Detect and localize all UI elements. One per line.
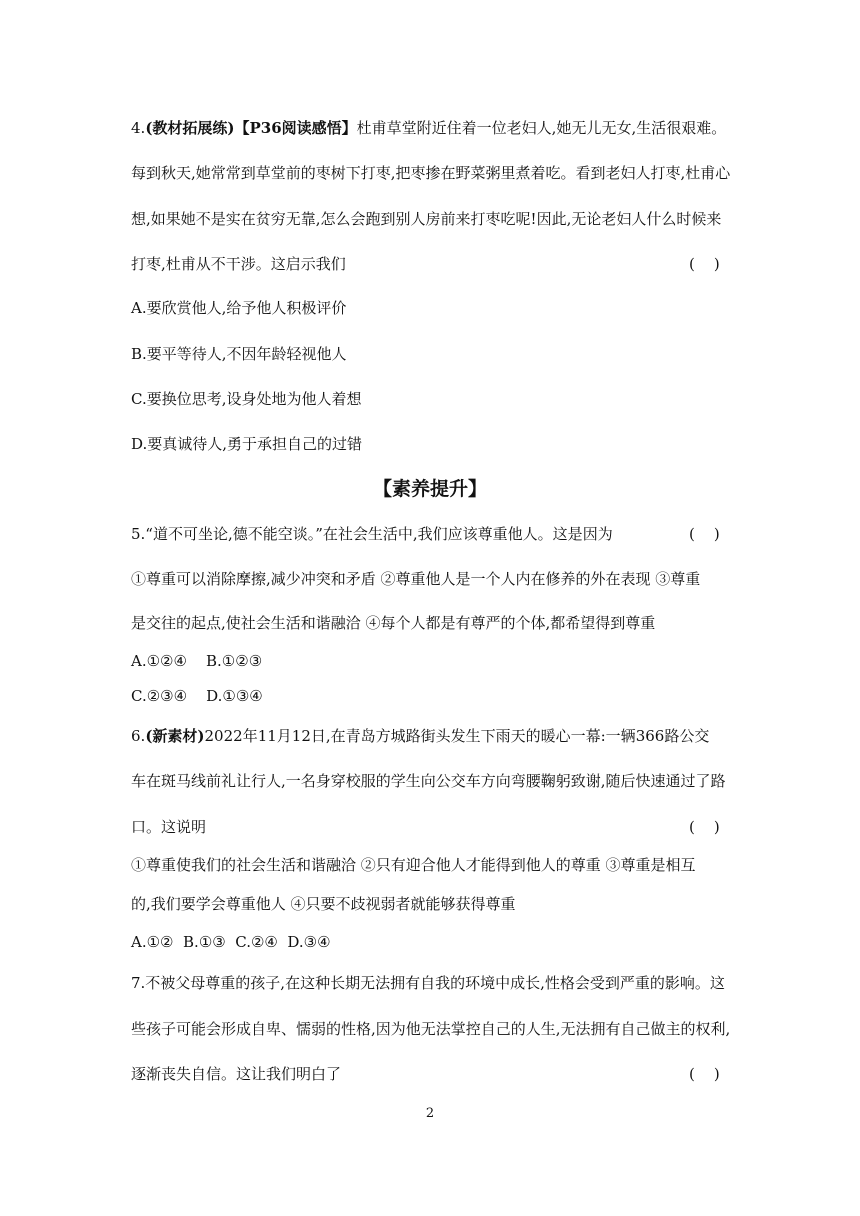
q6-tag-new-material: (新素材) [145, 727, 205, 745]
q4-line-3: 想,如果她不是实在贫穷无靠,怎么会跑到别人房前来打枣吃呢!因此,无论老妇人什么时候来 [131, 210, 722, 228]
q6-line-1 [131, 726, 709, 746]
page-number: 2 [425, 1106, 435, 1121]
q7-line-2: 些孩子可能会形成自卑、懦弱的性格,因为他无法掌控自己的人生,无法拥有自己做主的权利, [131, 1020, 731, 1038]
q4-line-4: 打枣,杜甫从不干涉。这启示我们 [131, 255, 346, 273]
section-heading: 【素养提升】 [372, 478, 487, 500]
q4-stem-start: 杜甫草堂附近住着一位老妇人,她无儿无女,生活很艰难。 [356, 119, 727, 137]
q4-number: 4. [131, 119, 146, 137]
q6-stem-start: 2022年11月12日,在青岛方城路街头发生下雨天的暖心一幕:一辆366路公交 [204, 727, 710, 745]
q5-answer-blank: ( ) [689, 525, 720, 543]
q5-statements-line-1: ①尊重可以消除摩擦,减少冲突和矛盾 ②尊重他人是一个人内在修养的外在表现 ③尊重 [131, 570, 701, 588]
q4-tag-reading: 【P36阅读感悟】 [234, 119, 357, 137]
q6-number: 6. [131, 727, 146, 745]
q5-options-row-2: C.②③④ D.①③④ [131, 687, 263, 705]
q7-line-3: 逐渐丧失自信。这让我们明白了 [131, 1065, 342, 1083]
q6-line-3: 口。这说明 [131, 818, 207, 836]
q4-option-d: D.要真诚待人,勇于承担自己的过错 [131, 435, 363, 453]
q4-tag-textbook: (教材拓展练) [145, 119, 235, 137]
q5-options-row-1: A.①②④ B.①②③ [131, 652, 263, 670]
q4-line-1 [131, 118, 726, 138]
q4-option-a: A.要欣赏他人,给予他人积极评价 [131, 299, 347, 317]
q6-line-2: 车在斑马线前礼让行人,一名身穿校服的学生向公交车方向弯腰鞠躬致谢,随后快速通过了路 [131, 772, 726, 790]
q4-option-b: B.要平等待人,不因年龄轻视他人 [131, 345, 347, 363]
q5-statements-line-2: 是交往的起点,使社会生活和谐融洽 ④每个人都是有尊严的个体,都希望得到尊重 [131, 614, 656, 632]
q5-stem: 5.“道不可坐论,德不能空谈。”在社会生活中,我们应该尊重他人。这是因为 [131, 525, 613, 543]
q6-statements-line-2: 的,我们要学会尊重他人 ④只要不歧视弱者就能够获得尊重 [131, 895, 516, 913]
q7-line-1: 7.不被父母尊重的孩子,在这种长期无法拥有自我的环境中成长,性格会受到严重的影响。这 [131, 974, 725, 992]
q7-answer-blank: ( ) [689, 1065, 720, 1083]
q6-answer-blank: ( ) [689, 818, 720, 836]
q6-options: A.①② B.①③ C.②④ D.③④ [131, 933, 331, 951]
q4-line-2: 每到秋天,她常常到草堂前的枣树下打枣,把枣掺在野菜粥里煮着吃。看到老妇人打枣,杜甫心 [131, 164, 731, 182]
q4-option-c: C.要换位思考,设身处地为他人着想 [131, 390, 362, 408]
q4-answer-blank: ( ) [689, 255, 720, 273]
q6-statements-line-1: ①尊重使我们的社会生活和谐融洽 ②只有迎合他人才能得到他人的尊重 ③尊重是相互 [131, 856, 696, 874]
